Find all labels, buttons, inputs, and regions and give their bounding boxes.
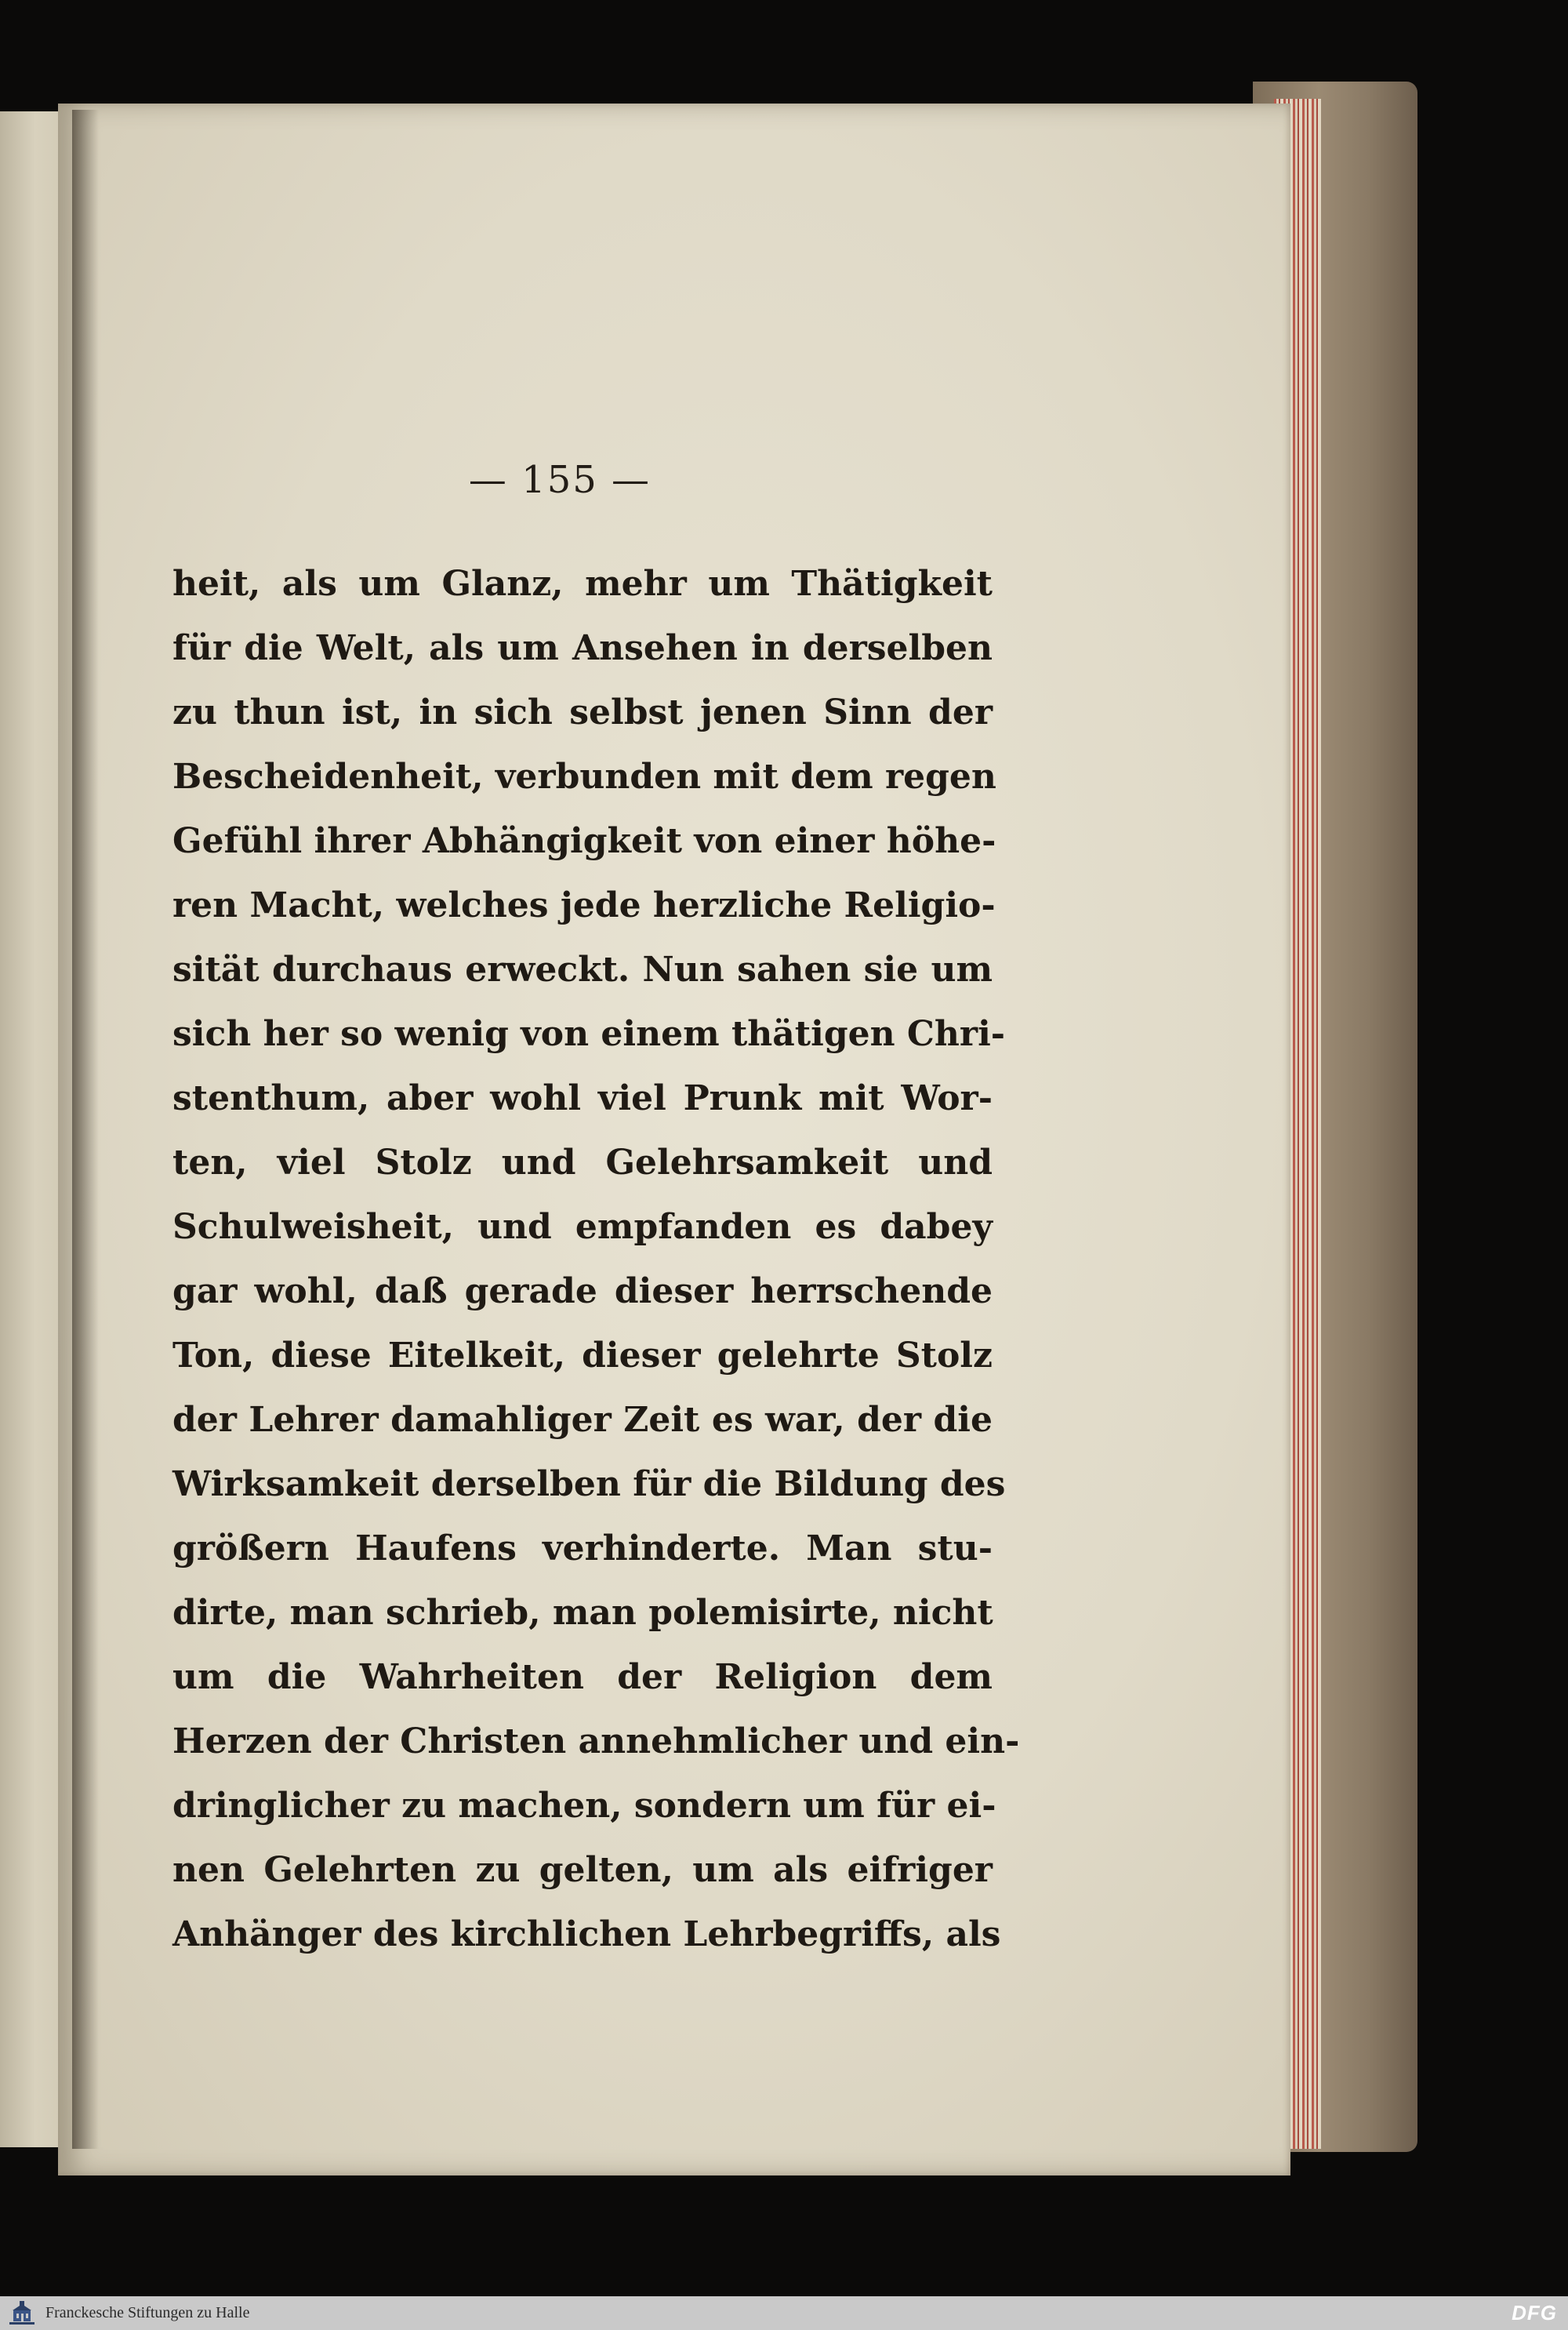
text-line: Anhänger des kirchlichen Lehrbegriffs, als	[172, 1914, 1001, 1954]
text-line: gar wohl, daß gerade dieser herrschende	[172, 1271, 993, 1311]
text-line: nen Gelehrten zu gelten, um als eifriger	[172, 1850, 993, 1890]
text-line: dringlicher zu machen, sondern um für ei-	[172, 1786, 996, 1826]
viewer-footer	[0, 2296, 1568, 2330]
text-line: dirte, man schrieb, man polemisirte, nicht	[172, 1593, 993, 1633]
text-line: größern Haufens verhinderte. Man stu-	[172, 1528, 993, 1568]
text-line: Herzen der Christen annehmlicher und ein-	[172, 1721, 1020, 1761]
text-line: Bescheidenheit, verbunden mit dem regen	[172, 757, 996, 797]
text-line: zu thun ist, in sich selbst jenen Sinn der	[172, 692, 993, 732]
page-text	[172, 552, 1020, 1967]
text-line: für die Welt, als um Ansehen in derselben	[172, 628, 993, 668]
text-line: um die Wahrheiten der Religion dem	[172, 1657, 993, 1697]
gutter-shadow	[72, 110, 99, 2149]
book-page	[58, 104, 1290, 2176]
page-number: — 155 —	[468, 458, 652, 502]
text-line: sich her so wenig von einem thätigen Chri-	[172, 1014, 1006, 1054]
institution-label[interactable]: Franckesche Stiftungen zu Halle	[45, 2304, 250, 2321]
dfg-logo: DFG	[1512, 2301, 1557, 2325]
text-line: Gefühl ihrer Abhängigkeit von einer höhe-	[172, 821, 996, 861]
foundation-building-icon	[6, 2299, 38, 2326]
text-line: sität durchaus erweckt. Nun sahen sie um	[172, 950, 993, 990]
text-line: ren Macht, welches jede herzliche Religio-	[172, 885, 996, 925]
text-line: der Lehrer damahliger Zeit es war, der die	[172, 1400, 993, 1440]
text-line: heit, als um Glanz, mehr um Thätigkeit	[172, 564, 993, 604]
text-line: ten, viel Stolz und Gelehrsamkeit und	[172, 1143, 993, 1183]
text-line: Wirksamkeit derselben für die Bildung des	[172, 1464, 1006, 1504]
text-line: Schulweisheit, und empfanden es dabey	[172, 1207, 993, 1247]
text-line: stenthum, aber wohl viel Prunk mit Wor-	[172, 1078, 993, 1118]
text-line: Ton, diese Eitelkeit, dieser gelehrte Stolz	[172, 1336, 993, 1376]
